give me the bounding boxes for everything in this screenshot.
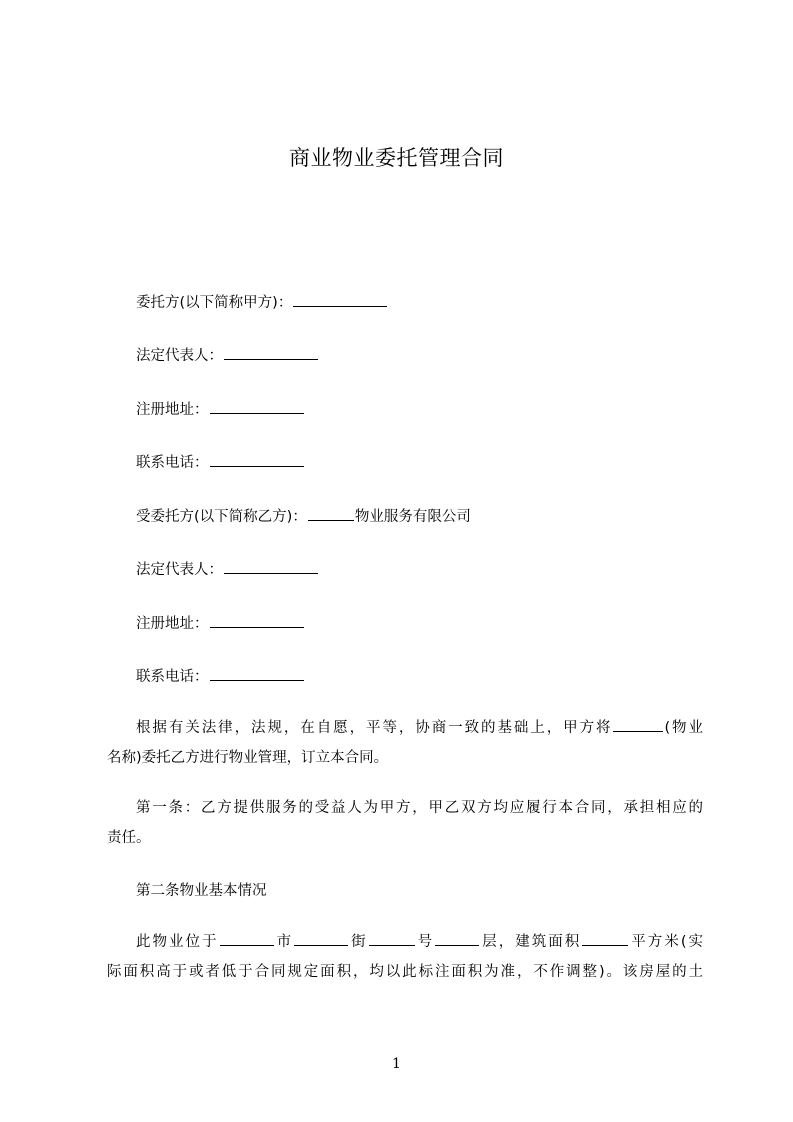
party-a-address-line (136, 398, 305, 419)
page-number: 1 (392, 1056, 401, 1072)
party-b-address-label: 注册地址： (136, 616, 209, 632)
party-b-phone-line (136, 665, 305, 686)
article-2-line-1 (107, 927, 703, 957)
party-a-representative-line (136, 344, 319, 365)
preamble-line-1 (107, 713, 703, 743)
party-a-entrustor-blank (293, 292, 387, 308)
floor-label: 层，建筑面积 (480, 934, 582, 950)
floor-blank (435, 931, 479, 947)
article-1-line-2: 责任。 (107, 830, 151, 846)
area-unit-label: 平方米(实 (629, 934, 704, 950)
party-b-phone-label: 联系电话： (136, 669, 209, 685)
article-2-line-2: 际面积高于或者低于合同规定面积，均以此标注面积为准，不作调整)。该房屋的土 (107, 964, 703, 980)
party-b-address-blank (210, 613, 304, 629)
party-a-phone-blank (210, 452, 304, 468)
document-title: 商业物业委托管理合同 (289, 146, 504, 170)
article-1-line-1: 第一条：乙方提供服务的受益人为甲方，甲乙双方均应履行本合同，承担相应的 (136, 800, 703, 816)
party-b-phone-blank (210, 666, 304, 682)
party-b-company-blank (308, 506, 354, 522)
article-1-paragraph (107, 793, 703, 853)
party-b-address-line (136, 612, 305, 633)
area-blank (582, 931, 628, 947)
party-b-representative-line (136, 558, 319, 579)
party-b-company-suffix: 物业服务有限公司 (354, 509, 471, 525)
party-a-phone-label: 联系电话： (136, 455, 209, 471)
city-blank (220, 931, 274, 947)
preamble-paragraph (107, 713, 703, 773)
party-a-representative-label: 法定代表人： (136, 348, 223, 364)
article-2-paragraph (107, 927, 703, 987)
party-a-phone-line (136, 451, 305, 472)
street-label: 街 (349, 934, 368, 950)
party-a-entrustor-label: 委托方(以下简称甲方)： (136, 295, 293, 311)
preamble-text-1: 根据有关法律，法规，在自愿，平等，协商一致的基础上，甲方将 (136, 720, 613, 736)
preamble-text-2: (物业 (664, 720, 703, 736)
number-label: 号 (415, 934, 435, 950)
party-b-entrustee-line (136, 505, 471, 526)
party-a-entrustor-line (136, 291, 388, 312)
party-a-representative-blank (224, 345, 318, 361)
preamble-line-2: 名称)委托乙方进行物业管理，订立本合同。 (107, 750, 389, 766)
location-prefix: 此物业位于 (136, 934, 219, 950)
city-label: 市 (274, 934, 294, 950)
party-a-address-label: 注册地址： (136, 402, 209, 418)
party-b-representative-blank (224, 559, 318, 575)
property-name-blank (613, 717, 663, 733)
number-blank (369, 931, 415, 947)
article-2-heading: 第二条物业基本情况 (136, 883, 267, 899)
party-a-address-blank (210, 399, 304, 415)
party-b-representative-label: 法定代表人： (136, 562, 223, 578)
street-blank (294, 931, 348, 947)
party-b-entrustee-label: 受委托方(以下简称乙方)： (136, 509, 307, 525)
